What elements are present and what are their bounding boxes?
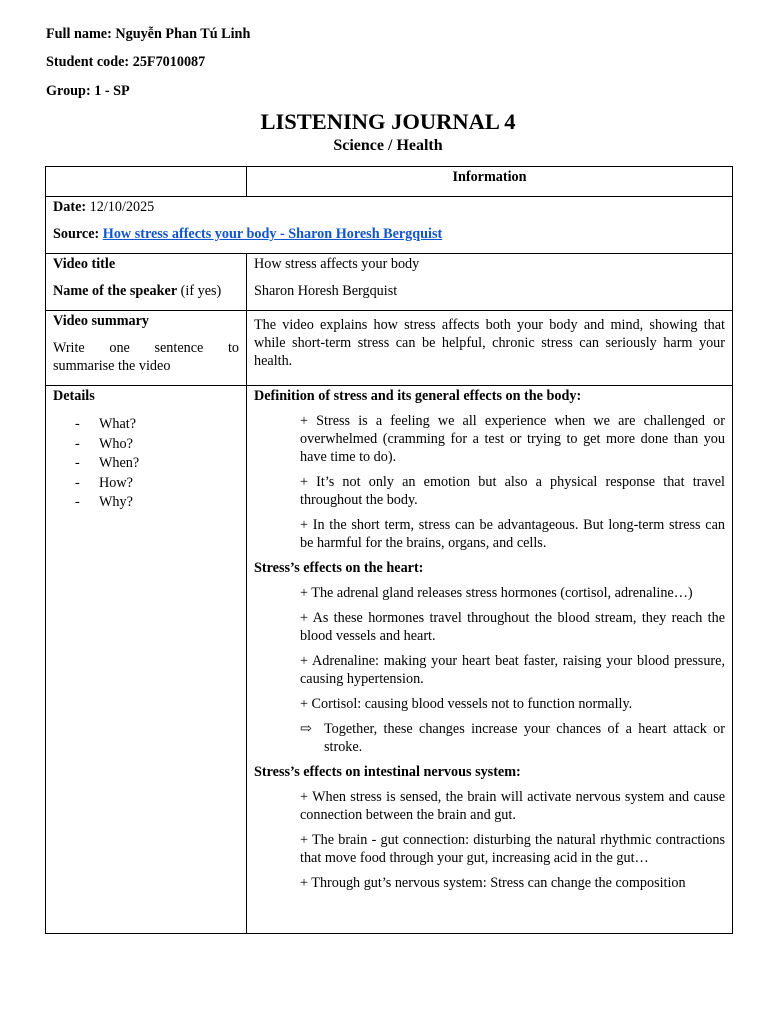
video-info-values-cell: [247, 254, 733, 311]
information-header-cell: [247, 167, 733, 197]
conclusion-point: [300, 720, 725, 756]
speaker-value: Sharon Horesh Bergquist: [254, 283, 398, 299]
student-code-label: Student code:: [46, 54, 133, 70]
source-label: Source:: [53, 226, 100, 242]
detail-point: + Through gut’s nervous system: Stress can change the composition: [300, 875, 686, 891]
speaker-label-line: [53, 282, 239, 300]
full-name-value: Nguyễn Phan Tú Linh: [115, 26, 251, 42]
empty-header-cell: [46, 167, 247, 197]
source-line: [53, 225, 725, 243]
details-row: [46, 386, 733, 934]
video-title-value: How stress affects your body: [254, 256, 420, 272]
table-header-row: [46, 167, 733, 197]
detail-point: + Cortisol: causing blood vessels not to function normally.: [300, 696, 633, 712]
summary-labels-cell: [46, 311, 247, 386]
detail-point: + Adrenaline: making your heart beat faster, raising your blood pressure, causing hypertension.: [300, 653, 725, 687]
summary-value: The video explains how stress affects both your body and mind, showing that while short-term stress can be helpful, chronic stress can seriously harm your health.: [254, 317, 725, 369]
page-subtitle: Science / Health: [333, 137, 443, 154]
video-title-label: Video title: [53, 256, 116, 272]
details-content-cell: [247, 386, 733, 934]
date-label: Date:: [53, 199, 87, 215]
detail-point: + When stress is sensed, the brain will activate nervous system and cause connection between the brain and gut.: [300, 789, 725, 823]
questions-list: [53, 415, 239, 513]
hollow-arrow-icon: ⇨: [300, 721, 312, 737]
conclusion-text: Together, these changes increase your chances of a heart attack or stroke.: [324, 721, 725, 755]
detail-point: + The brain - gut connection: disturbing the natural rhythmic contractions that move food through your gut, increasing acid in the gut…: [300, 832, 725, 866]
journal-table: [45, 166, 733, 934]
details-labels-cell: [46, 386, 247, 934]
information-header: Information: [452, 169, 527, 185]
question-item: - Who?: [75, 435, 133, 452]
date-source-cell: [46, 197, 733, 254]
speaker-label: Name of the speaker: [53, 283, 178, 299]
date-source-row: [46, 197, 733, 254]
section-heading: Definition of stress and its general effects on the body:: [254, 388, 582, 404]
page-title: LISTENING JOURNAL 4: [260, 109, 516, 134]
detail-point: + The adrenal gland releases stress hormones (cortisol, adrenaline…): [300, 585, 693, 601]
summary-value-cell: [247, 311, 733, 386]
date-line: [53, 198, 725, 216]
summary-label: Video summary: [53, 313, 150, 329]
section-heading: Stress’s effects on intestinal nervous system:: [254, 764, 521, 780]
source-link[interactable]: How stress affects your body - Sharon Horesh Bergquist: [102, 226, 443, 242]
detail-point: + As these hormones travel throughout the blood stream, they reach the blood vessels and heart.: [300, 610, 725, 644]
student-code-value: 25F7010087: [132, 54, 206, 70]
video-info-labels-cell: [46, 254, 247, 311]
detail-point: + It’s not only an emotion but also a physical response that travel throughout the body.: [300, 474, 725, 508]
student-code-line: [46, 53, 205, 71]
question-item: - How?: [75, 474, 133, 491]
detail-point: + Stress is a feeling we all experience when we are challenged or overwhelmed (cramming for a test or trying to get more done than you have time to do).: [300, 413, 725, 465]
question-item: - What?: [75, 416, 137, 432]
group-line: [46, 82, 130, 100]
detail-point: + In the short term, stress can be advantageous. But long-term stress can be harmful for the brains, organs, and cells.: [300, 517, 725, 551]
video-info-row: [46, 254, 733, 311]
full-name-line: [46, 25, 250, 43]
group-value: 1 - SP: [94, 83, 130, 99]
summary-row: [46, 311, 733, 386]
details-content: [254, 387, 725, 933]
question-item: - Why?: [75, 494, 133, 510]
summary-instruction: Write one sentence to summarise the video: [53, 340, 239, 374]
question-item: - When?: [75, 455, 140, 471]
group-label: Group:: [46, 83, 95, 99]
section-heading: Stress’s effects on the heart:: [254, 560, 424, 576]
details-label: Details: [53, 388, 95, 404]
full-name-label: Full name:: [46, 26, 116, 42]
date-value: 12/10/2025: [89, 199, 155, 215]
speaker-note: (if yes): [180, 283, 222, 299]
